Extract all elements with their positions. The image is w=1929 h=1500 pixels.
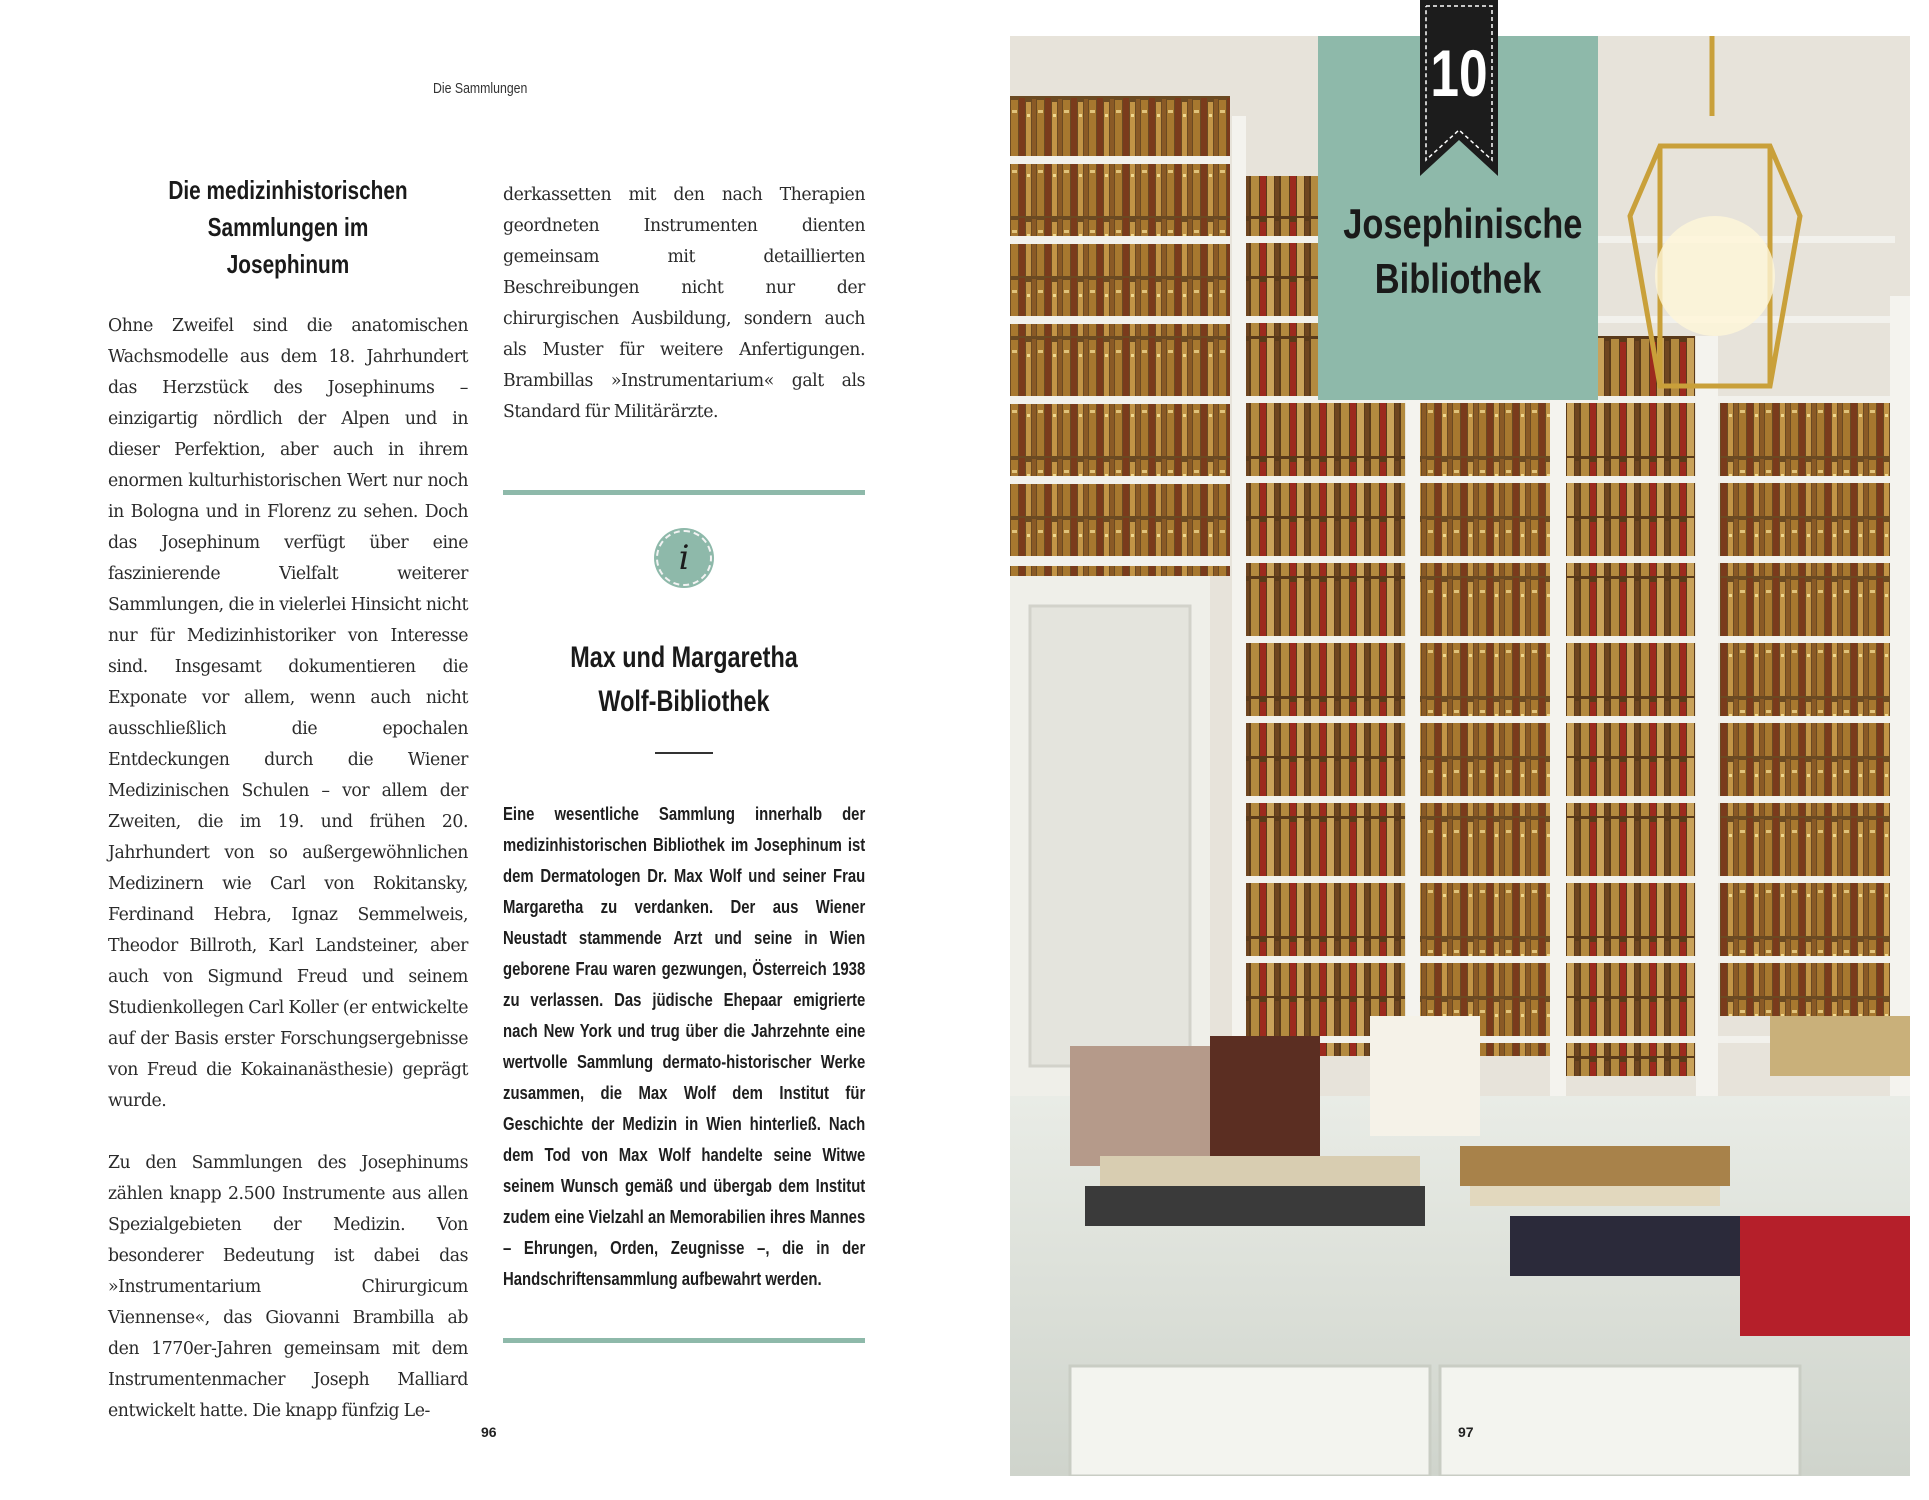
folio-left: 96: [481, 1424, 497, 1440]
infobox-top-rule: [503, 490, 865, 495]
info-icon: [656, 530, 712, 586]
paragraph-2-continued: derkassetten mit den nach Therapien geordneten Instrumenten dienten gemeinsam mit detaillierten Beschreibungen nicht nur der chirurgischen Ausbildung, sondern auch als Muster für weitere Anfertigungen. Brambillas »Instrumentarium« galt als Standard für Militärärzte.: [503, 185, 865, 422]
running-head: Die Sammlungen: [433, 80, 528, 97]
chapter-title-line-2: Bibliothek: [1374, 255, 1542, 302]
middle-column: [503, 180, 865, 428]
chapter-number: 10: [1430, 36, 1488, 110]
infobox-heading: [543, 636, 825, 724]
infobox-heading-line-1: Max und Margaretha: [570, 641, 798, 674]
paragraph-2: Zu den Sammlungen des Josephinums zählen knapp 2.500 Instrumente aus allen Spezialgebieten der Medizin. Von besonderer Bedeutung ist dabei das »Instrumentarium Chirurgicum Viennense«, das Giovanni Brambilla ab den 1770er-Jahren gemeinsam mit dem Instrumentenmacher Joseph Malliard entwickelt hatte. Die knapp fünfzig Le-: [108, 1153, 468, 1421]
paragraph-1: Ohne Zweifel sind die anatomischen Wachsmodelle aus dem 18. Jahrhundert das Herzstück des Josephinums – einzigartig nördlich der Alpen und in dieser Perfektion, aber auch in ihrem enormen kulturhistorischen Wert nur noch in Bologna und in Florenz zu sehen. Doch das Josephinum verfügt über eine faszinierende Vielfalt weiterer Sammlungen, die in vielerlei Hinsicht nicht nur für Medizinhistoriker von Interesse sind. Insgesamt dokumentieren die Exponate vor allem, wenn auch nicht ausschließlich die epochalen Entdeckungen durch die Wiener Medizinischen Schulen – vor allem der Zweiten, die im 19. und frühen 20. Jahrhundert von so außergewöhnlichen Medizinern wie Carl von Rokitansky, Ferdinand Hebra, Ignaz Semmelweis, Theodor Billroth, Karl Landsteiner, aber auch von Sigmund Freud und seinem Studienkollegen Carl Koller (er entwickelte auf der Basis erster Forschungsergebnisse von Freud die Kokainanästhesie) geprägt wurde.: [108, 316, 468, 1111]
infobox: [503, 490, 865, 1294]
chapter-title-line-1: Josephinische: [1343, 200, 1583, 247]
section-heading-line-1: Die medizinhistorischen: [168, 175, 408, 205]
infobox-bottom-rule: [503, 1338, 865, 1343]
infobox-heading-line-2: Wolf-Bibliothek: [598, 685, 770, 718]
section-heading-line-2: Sammlungen im Josephinum: [207, 212, 369, 279]
info-icon-glyph: i: [678, 538, 690, 578]
infobox-text: Eine wesentliche Sammlung innerhalb der medizinhistorischen Bibliothek im Josephinum ist dem Dermatologen Dr. Max Wolf und seiner Frau Margaretha zu verdanken. Der aus Wiener Neustadt stammende Arzt und seine in Wien geborene Frau waren gezwungen, Österreich 1938 zu verlassen. Das jüdische Ehepaar emigrierte nach New York und trug über die Jahrzehnte eine wertvolle Sammlung dermato-historischer Werke zusammen, die Max Wolf dem Institut für Geschichte der Medizin in Wien hinterließ. Nach dem Tod von Max Wolf handelte seine Witwe seinem Wunsch gemäß und übergab dem Institut zudem eine Vielzahl an Memorabilien ihres Mannes – Ehrungen, Orden, Zeugnisse –, die in der Handschriftensammlung aufbewahrt werden.: [503, 803, 866, 1289]
left-column: [108, 172, 468, 1427]
right-page: [1000, 0, 1929, 1500]
chapter-title: [1343, 196, 1583, 306]
section-heading: [144, 172, 432, 283]
paragraph-gap: [108, 1117, 468, 1148]
folio-right: 97: [1458, 1424, 1474, 1440]
infobox-short-rule: [655, 752, 713, 754]
